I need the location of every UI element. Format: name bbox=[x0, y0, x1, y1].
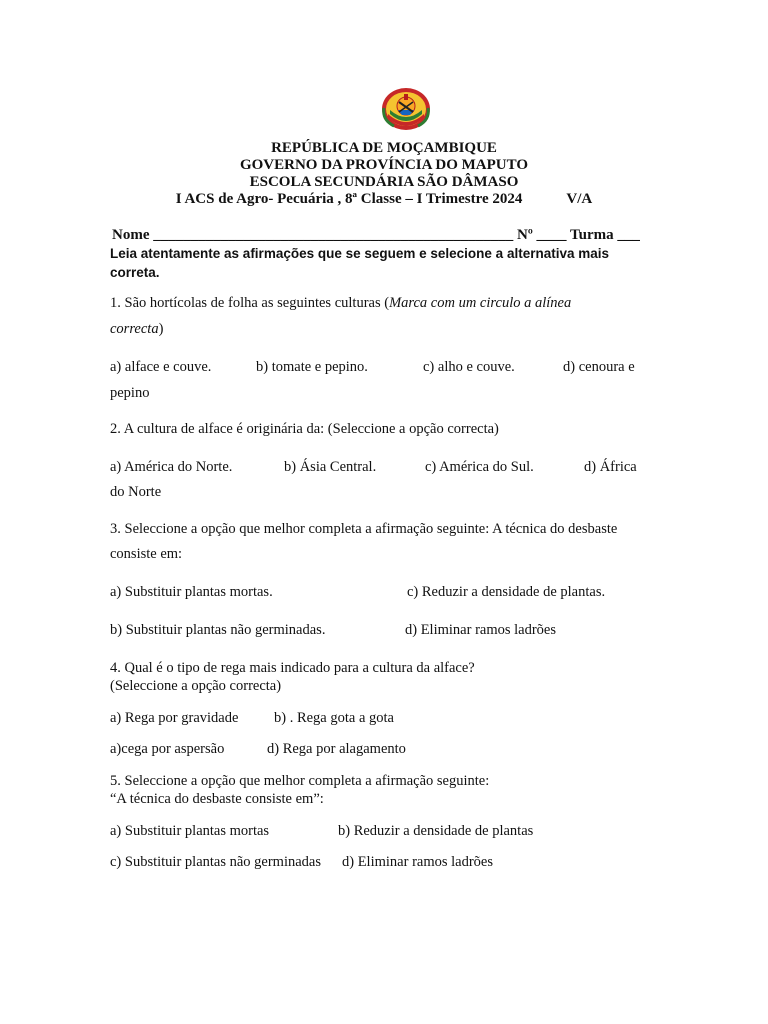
question-4-option-b: b) . Rega gota a gota bbox=[274, 710, 394, 726]
header-school: ESCOLA SECUNDÁRIA SÃO DÂMASO bbox=[249, 174, 519, 190]
question-2-option-d-cont: do Norte bbox=[110, 484, 162, 500]
header-country: REPÚBLICA DE MOÇAMBIQUE bbox=[271, 140, 497, 156]
question-5-option-d: d) Eliminar ramos ladrões bbox=[342, 854, 493, 870]
question-5-option-a: a) Substituir plantas mortas bbox=[110, 823, 270, 839]
question-1-stem: 1. São hortícolas de folha as seguintes culturas (Marca com um circulo a alínea bbox=[110, 295, 572, 311]
question-2-option-a: a) América do Norte. bbox=[110, 459, 233, 475]
question-4-stem-cont: (Seleccione a opção correcta) bbox=[110, 678, 282, 694]
question-1-option-d: d) cenoura e bbox=[563, 359, 635, 375]
question-2-option-d: d) África bbox=[584, 459, 637, 475]
question-1-option-a: a) alface e couve. bbox=[110, 359, 212, 375]
question-4-option-a: a) Rega por gravidade bbox=[110, 710, 239, 726]
question-1-option-b: b) tomate e pepino. bbox=[256, 359, 368, 375]
test-title: I ACS de Agro- Pecuária , 8ª Classe – I Trimestre 2024 bbox=[175, 191, 523, 207]
question-3-option-b: b) Substituir plantas não germinadas. bbox=[110, 622, 326, 638]
question-3-stem: 3. Seleccione a opção que melhor completa a afirmação seguinte: A técnica do desbaste bbox=[110, 521, 618, 537]
question-5-stem: 5. Seleccione a opção que melhor completa a afirmação seguinte: bbox=[110, 773, 490, 789]
document-header bbox=[0, 140, 768, 208]
header-government: GOVERNO DA PROVÍNCIA DO MAPUTO bbox=[239, 157, 529, 173]
question-3-stem-cont: consiste em: bbox=[110, 546, 183, 562]
question-1-stem-cont: correcta) bbox=[110, 321, 164, 337]
question-2-option-c: c) América do Sul. bbox=[425, 459, 534, 475]
question-3-option-c: c) Reduzir a densidade de plantas. bbox=[407, 584, 606, 600]
test-variant: V/A bbox=[566, 191, 593, 207]
question-5-option-b: b) Reduzir a densidade de plantas bbox=[338, 823, 534, 839]
question-4-option-d: d) Rega por alagamento bbox=[267, 741, 406, 757]
question-2-stem: 2. A cultura de alface é originária da: (Seleccione a opção correcta) bbox=[110, 421, 499, 437]
question-5-stem-cont: “A técnica do desbaste consiste em”: bbox=[110, 791, 324, 807]
question-3-option-d: d) Eliminar ramos ladrões bbox=[405, 622, 556, 638]
question-5-option-c: c) Substituir plantas não germinadas bbox=[110, 854, 322, 870]
question-4-option-c: a)cega por aspersão bbox=[110, 741, 225, 757]
question-2-option-b: b) Ásia Central. bbox=[284, 459, 377, 475]
question-3-option-a: a) Substituir plantas mortas. bbox=[110, 584, 273, 600]
question-4-stem: 4. Qual é o tipo de rega mais indicado para a cultura da alface? bbox=[110, 660, 475, 676]
question-1-option-c: c) alho e couve. bbox=[423, 359, 515, 375]
student-fields-line: Nome ________________________________________________ Nº ____ Turma ___ bbox=[112, 227, 640, 243]
coat-of-arms-emblem bbox=[380, 84, 432, 132]
question-1-option-d-cont: pepino bbox=[110, 385, 150, 401]
instructions: Leia atentamente as afirmações que se seguem e selecione a alternativa mais correta. bbox=[110, 246, 609, 280]
header-test-info bbox=[0, 191, 768, 208]
